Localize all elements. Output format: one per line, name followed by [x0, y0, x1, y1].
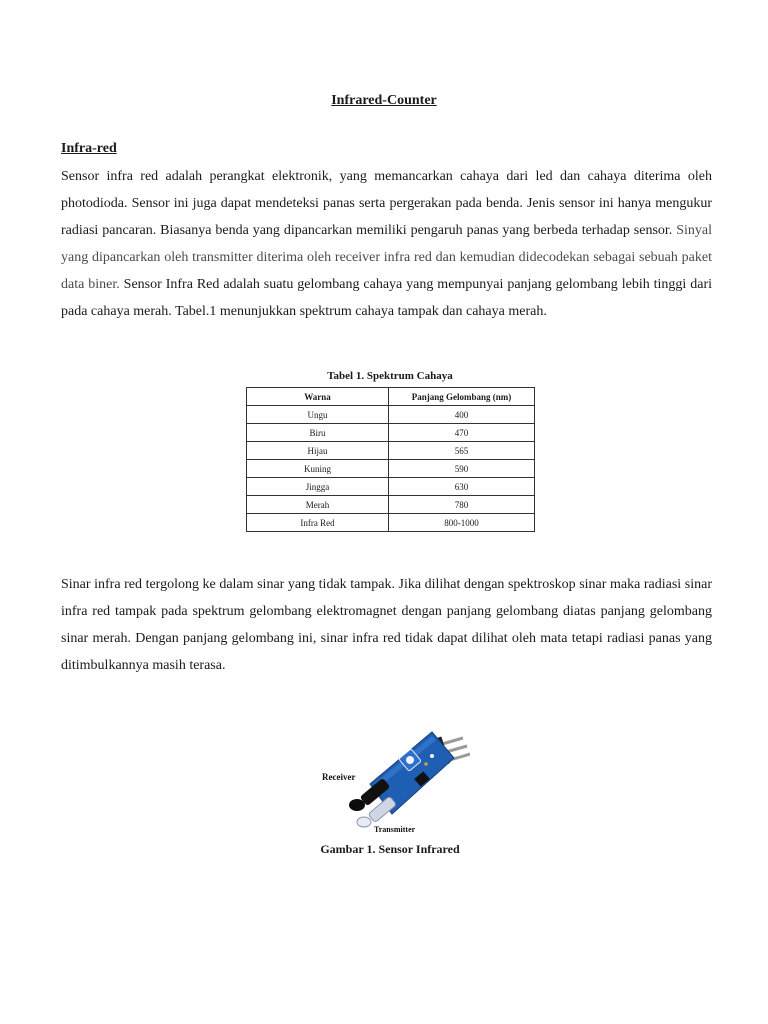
table-cell: Biru	[247, 424, 389, 442]
table-row	[247, 460, 535, 478]
table-cell: Hijau	[247, 442, 389, 460]
table-cell: 470	[389, 424, 535, 442]
figure-caption: Gambar 1. Sensor Infrared	[320, 842, 460, 856]
table-cell: Ungu	[247, 406, 389, 424]
paragraph-intro	[61, 163, 712, 325]
table-row	[247, 478, 535, 496]
section-heading: Infra-red	[61, 141, 117, 156]
table-row	[247, 406, 535, 424]
table-header-row	[247, 388, 535, 406]
table-cell: 400	[389, 406, 535, 424]
paragraph-infrared: Sinar infra red tergolong ke dalam sinar yang tidak tampak. Jika dilihat dengan spektroskop sinar maka radiasi sinar infra red tampak pada spektrum gelombang elektromagnet dengan panjang gelombang diatas panjang gelombang sinar merah. Dengan panjang gelombang ini, sinar infra red tidak dapat dilihat oleh mata tetapi radiasi panas yang ditimbulkannya masih terasa.	[61, 577, 712, 673]
table-cell: 630	[389, 478, 535, 496]
table-caption: Tabel 1. Spektrum Cahaya	[327, 370, 453, 382]
table-cell: Merah	[247, 496, 389, 514]
table-row	[247, 442, 535, 460]
table-cell: Kuning	[247, 460, 389, 478]
table-header-cell: Warna	[247, 388, 389, 406]
table-row	[247, 424, 535, 442]
paragraph-intro-part3: Sensor Infra Red adalah suatu gelombang cahaya yang mempunyai panjang gelombang lebih tinggi dari pada cahaya merah. Tabel.1 menunjukkan spektrum cahaya tampak dan cahaya merah.	[61, 277, 712, 319]
document-title: Infrared-Counter	[331, 93, 437, 108]
table-cell: 800-1000	[389, 514, 535, 532]
table-cell: 780	[389, 496, 535, 514]
paragraph-intro-part2: Sinyal yang dipancarkan oleh transmitter diterima oleh receiver infra red dan kemudian didecodekan sebagai sebuah paket data biner.	[61, 223, 712, 292]
table-header-cell: Panjang Gelombang (nm)	[389, 388, 535, 406]
table-cell: 590	[389, 460, 535, 478]
paragraph-intro-part1: Sensor infra red adalah perangkat elektronik, yang memancarkan cahaya dari led dan cahaya diterima oleh photodioda. Sensor ini juga dapat mendeteksi panas serta pergerakan pada benda. Jenis sensor ini hanya mengukur radiasi pancaran. Biasanya benda yang dipancarkan memiliki pengaruh panas yang berbeda terhadap sensor.	[61, 169, 712, 238]
table-cell: Infra Red	[247, 514, 389, 532]
table-cell: Jingga	[247, 478, 389, 496]
table-cell: 565	[389, 442, 535, 460]
spectrum-table	[246, 387, 535, 532]
transmitter-label: Transmitter	[374, 825, 416, 834]
receiver-label: Receiver	[322, 772, 356, 782]
table-row	[247, 514, 535, 532]
sensor-infrared-image	[320, 722, 470, 837]
table-row	[247, 496, 535, 514]
